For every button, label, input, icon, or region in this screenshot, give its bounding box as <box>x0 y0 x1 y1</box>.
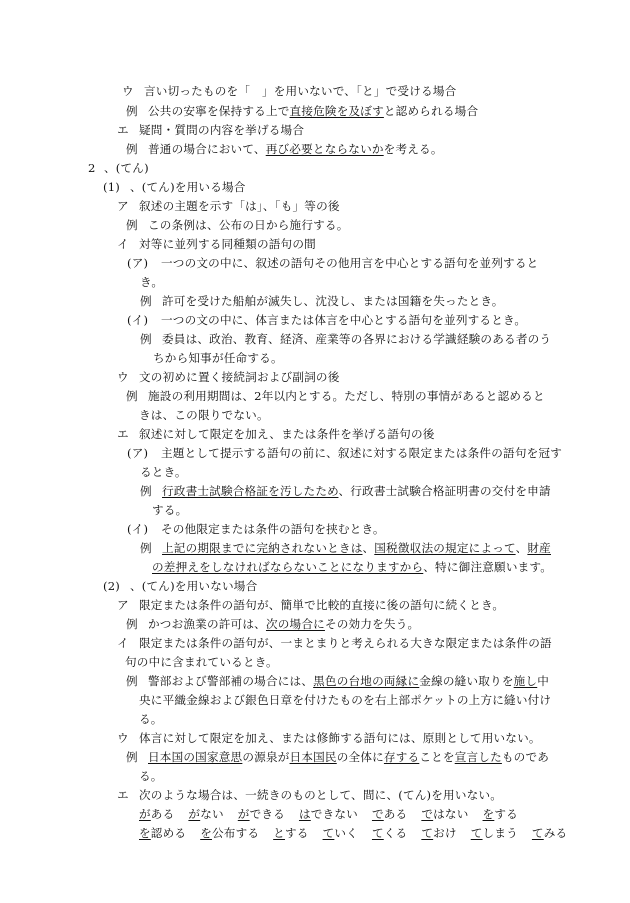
marker: エ <box>117 788 129 802</box>
text: 金線の縫い取りを <box>419 674 514 688</box>
text: 、(てん)を用いる場合 <box>130 180 246 194</box>
text: と認められる場合 <box>383 104 479 118</box>
phrase <box>200 826 259 840</box>
phrase-rest: できる <box>249 807 285 821</box>
phrase-rest: ある <box>383 807 408 821</box>
item-a <box>117 598 504 612</box>
text: ものであ <box>501 750 550 764</box>
underlined-particle: を <box>139 826 151 840</box>
underlined-phrase: 施し <box>513 674 538 688</box>
item-i <box>117 237 316 251</box>
phrase <box>421 807 468 821</box>
phrase <box>139 826 186 840</box>
text: 、(てん)を用いない場合 <box>130 579 258 593</box>
phrase-rest: 認める <box>150 826 187 840</box>
subitem <box>127 446 562 460</box>
text: 普通の場合において、 <box>148 142 266 156</box>
continuation: きは、この限りでない。 <box>139 408 269 422</box>
example <box>126 142 443 156</box>
phrase-rest: 公布する <box>211 826 260 840</box>
underlined-particle: て <box>531 826 544 840</box>
example <box>140 294 504 308</box>
underlined-phrase: 行政書士試験合格証を汚したため <box>162 484 339 498</box>
underlined-particle: が <box>139 807 151 821</box>
phrase <box>421 826 456 840</box>
phrase-rest: ない <box>200 807 224 821</box>
marker: 例 <box>126 218 138 232</box>
underlined-phrase: 財産 <box>527 541 551 555</box>
marker: 例 <box>126 389 138 403</box>
item-i <box>117 636 552 650</box>
item-e <box>117 788 502 802</box>
example <box>140 332 551 346</box>
continuation: する。 <box>152 503 188 517</box>
underlined-particle: で <box>371 807 384 821</box>
underlined-phrase: 日本国民 <box>289 750 337 764</box>
subsection-heading <box>103 579 257 593</box>
underlined-phrase: 再び必要とならないか <box>265 142 384 156</box>
text: 、特に御注意願います。 <box>423 560 553 574</box>
phrase <box>471 826 518 840</box>
marker: イ <box>117 636 129 650</box>
marker: 例 <box>126 142 138 156</box>
text: 叙述に対して限定を加え、または条件を挙げる語句の後 <box>139 427 435 441</box>
phrase <box>188 807 223 821</box>
section-heading <box>88 161 149 175</box>
phrase-rest: みる <box>543 826 568 840</box>
marker: 例 <box>126 750 138 764</box>
continuation: る。 <box>139 712 163 726</box>
text: 主題として提示する語句の前に、叙述に対する限定または条件の語句を冠す <box>161 446 562 460</box>
text: この条例は、公布の日から施行する。 <box>148 218 349 232</box>
marker: 例 <box>140 294 152 308</box>
text: 警部および警部補の場合には、 <box>148 674 314 688</box>
text: ことを <box>419 750 455 764</box>
phrase-list-row-1 <box>139 807 532 821</box>
marker: 例 <box>126 104 138 118</box>
underlined-particle: て <box>322 826 335 840</box>
example <box>126 389 545 403</box>
underlined-particle: と <box>273 826 285 840</box>
text: 叙述の主題を示す「は」、「も」等の後 <box>139 199 340 213</box>
underlined-phrase: 黒色の台地の両縁に <box>313 674 420 688</box>
text: 体言に対して限定を加え、または修飾する語句には、原則として用いない。 <box>139 731 541 745</box>
text: 中 <box>537 674 550 688</box>
text: その効力を失う。 <box>324 617 420 631</box>
phrase <box>532 826 567 840</box>
phrase-rest: できない <box>310 807 358 821</box>
underlined-phrase: の差押えをしなければならないことになりますから <box>152 560 424 574</box>
phrase-rest: する <box>494 807 518 821</box>
continuation: ちから知事が任命する。 <box>153 351 283 365</box>
phrase-rest: くる <box>383 826 408 840</box>
phrase-rest: いく <box>334 826 358 840</box>
continuation: 央に平織金線および銀色日章を付けたものを右上部ポケットの上方に縫い付け <box>139 693 552 707</box>
marker: 例 <box>126 674 138 688</box>
phrase-rest: はない <box>433 807 469 821</box>
continuation: き。 <box>140 275 164 289</box>
text: 言い切ったものを「 」を用いないで、「と」で受ける場合 <box>144 84 457 98</box>
text: 限定または条件の語句が、簡単で比較的直接に後の語句に続くとき。 <box>139 598 505 612</box>
text: その他限定または条件の語句を挟むとき。 <box>161 522 385 536</box>
marker: 例 <box>126 617 138 631</box>
phrase <box>299 807 358 821</box>
underlined-particle: て <box>470 826 483 840</box>
example <box>140 541 551 555</box>
text: の源泉が <box>242 750 290 764</box>
example <box>126 674 549 688</box>
phrase <box>273 826 308 840</box>
text: 一つの文の中に、叙述の語句その他用言を中心とする語句を並列すると <box>161 256 539 270</box>
phrase <box>323 826 358 840</box>
phrase-list-row-2 <box>139 826 581 840</box>
phrase <box>372 807 407 821</box>
phrase <box>139 807 174 821</box>
phrase-rest: おけ <box>433 826 457 840</box>
text: 、 <box>515 541 528 555</box>
text: かつお漁業の許可は、 <box>148 617 266 631</box>
marker: ウ <box>117 370 129 384</box>
subitem <box>127 313 526 327</box>
marker: 2 <box>88 161 96 175</box>
item-e <box>117 427 435 441</box>
item-a <box>117 199 340 213</box>
item-u <box>117 731 541 745</box>
marker: (ア) <box>127 446 149 460</box>
marker: エ <box>117 427 129 441</box>
text: の全体に <box>336 750 384 764</box>
underlined-particle: で <box>421 807 434 821</box>
item-u <box>122 84 456 98</box>
text: 文の初めに置く接続詞および副詞の後 <box>139 370 340 384</box>
text: 、(てん) <box>104 161 149 175</box>
text: 対等に並列する同種類の語句の間 <box>139 237 316 251</box>
marker: ア <box>117 598 129 612</box>
text: 、行政書士試験合格証明書の交付を申請 <box>338 484 551 498</box>
underlined-particle: て <box>371 826 384 840</box>
text: 、 <box>362 541 375 555</box>
item-e <box>117 123 304 137</box>
example <box>126 104 478 118</box>
marker: (2) <box>103 579 121 593</box>
marker: (1) <box>103 180 121 194</box>
marker: (ア) <box>127 256 149 270</box>
text: 一つの文の中に、体言または体言を中心とする語句を並列するとき。 <box>161 313 527 327</box>
underlined-particle: を <box>482 807 495 821</box>
example <box>126 218 349 232</box>
marker: 例 <box>140 332 152 346</box>
item-u <box>117 370 340 384</box>
marker: ア <box>117 199 129 213</box>
subitem <box>127 256 538 270</box>
marker: 例 <box>140 541 152 555</box>
phrase-rest: しまう <box>482 826 518 840</box>
text: 公共の安寧を保持する上で <box>148 104 290 118</box>
phrase-rest: ある <box>150 807 175 821</box>
continuation <box>152 560 552 574</box>
underlined-phrase: 存する <box>383 750 420 764</box>
text: 限定または条件の語句が、一まとまりと考えられる大きな限定または条件の語 <box>139 636 552 650</box>
underlined-phrase: 日本国の国家意思 <box>148 750 243 764</box>
text: 許可を受けた船舶が滅失し、沈没し、または国籍を失ったとき。 <box>162 294 504 308</box>
subitem <box>127 522 385 536</box>
phrase <box>372 826 407 840</box>
text: 次のような場合は、一続きのものとして、間に、(てん)を用いない。 <box>139 788 503 802</box>
underlined-particle: が <box>188 807 201 821</box>
phrase <box>238 807 285 821</box>
underlined-phrase: 次の場合に <box>265 617 325 631</box>
underlined-phrase: 直接危険を及ぼす <box>289 104 384 118</box>
example <box>126 617 419 631</box>
text: 委員は、政治、教育、経済、産業等の各界における学識経験のある者のう <box>162 332 552 346</box>
text: 施設の利用期間は、2年以内とする。ただし、特別の事情があると認めると <box>148 389 545 403</box>
underlined-phrase: 上記の期限までに完納されないときは <box>162 541 363 555</box>
underlined-phrase: 国税徴収法の規定によって <box>374 541 516 555</box>
example <box>126 750 549 764</box>
phrase <box>483 807 518 821</box>
subsection-heading <box>103 180 246 194</box>
underlined-phrase: 宣言した <box>454 750 502 764</box>
marker: ウ <box>117 731 129 745</box>
underlined-particle: が <box>237 807 250 821</box>
example <box>140 484 551 498</box>
underlined-particle: を <box>200 826 212 840</box>
continuation: るとき。 <box>140 465 187 479</box>
marker: エ <box>117 123 129 137</box>
marker: (イ) <box>127 522 149 536</box>
marker: (イ) <box>127 313 149 327</box>
underlined-particle: は <box>298 807 311 821</box>
underlined-particle: て <box>421 826 434 840</box>
continuation: る。 <box>139 769 163 783</box>
continuation: 句の中に含まれているとき。 <box>125 655 278 669</box>
text: 疑問・質問の内容を挙げる場合 <box>139 123 305 137</box>
text: を考える。 <box>383 142 443 156</box>
marker: 例 <box>140 484 152 498</box>
phrase-rest: する <box>284 826 309 840</box>
marker: イ <box>117 237 129 251</box>
marker: ウ <box>122 84 134 98</box>
